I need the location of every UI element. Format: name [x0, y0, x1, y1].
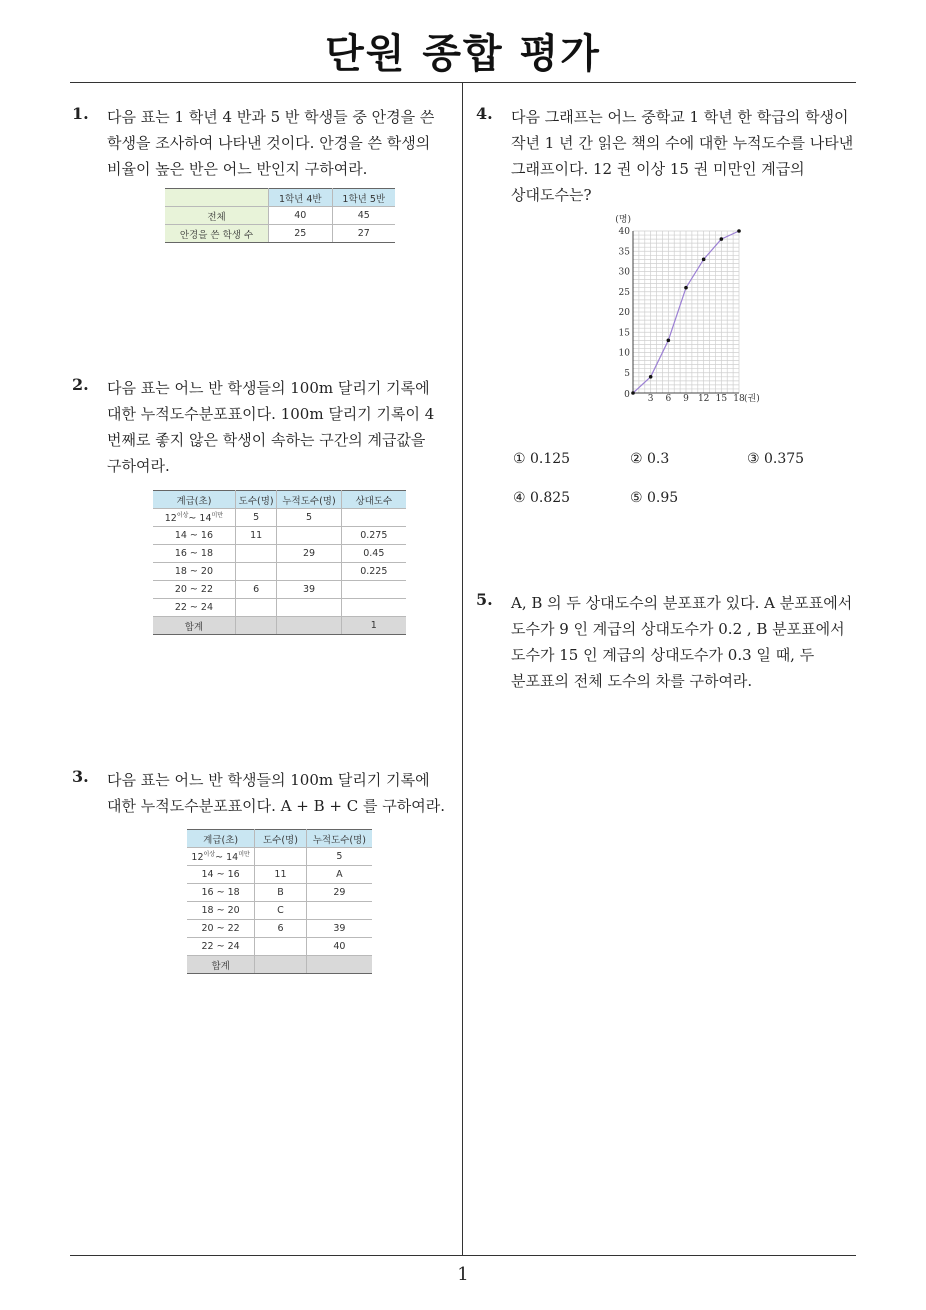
table-header: 계급(초): [187, 830, 255, 848]
question-text: [511, 590, 852, 694]
table-cell: 14 ~ 16: [187, 866, 255, 884]
table-cell: [277, 527, 341, 545]
relative-frequency-table: [153, 490, 406, 635]
question-line: 대한 누적도수분포표이다. 100m 달리기 기록이 4: [107, 405, 435, 423]
table-cell: A: [306, 866, 372, 884]
bottom-rule: [70, 1255, 856, 1256]
choice-5[interactable]: ⑤ 0.95: [630, 490, 679, 506]
data-point: [702, 258, 706, 262]
table-cell: 11: [255, 866, 306, 884]
question-line: 다음 표는 어느 반 학생들의 100m 달리기 기록에: [107, 771, 430, 789]
table-cell: 6: [235, 581, 277, 599]
table-cell: 16 ~ 18: [153, 545, 235, 563]
data-point: [737, 229, 741, 233]
table-header: 도수(명): [235, 491, 277, 509]
table-cell: 5: [277, 509, 341, 527]
table-cell: 11: [235, 527, 277, 545]
table-row: [153, 581, 406, 599]
table-cell: [306, 902, 372, 920]
table-row: [153, 545, 406, 563]
table-header: [165, 189, 269, 207]
y-tick-label: 15: [618, 328, 630, 339]
question-text: [107, 375, 434, 479]
table-row: [187, 938, 372, 956]
table-cell: [235, 545, 277, 563]
question-line: 다음 표는 1 학년 4 반과 5 반 학생들 중 안경을 쓴: [107, 108, 435, 126]
table-cell: [277, 599, 341, 617]
question-text: [107, 767, 445, 819]
question-line: 도수가 9 인 계급의 상대도수가 0.2 , B 분포표에서: [511, 620, 845, 638]
choice-1[interactable]: ① 0.125: [513, 451, 571, 467]
question-line: 다음 그래프는 어느 중학교 1 학년 한 학급의 학생이: [511, 108, 849, 126]
question-number: 4.: [476, 104, 493, 123]
question-line: 분포표의 전체 도수의 차를 구하여라.: [511, 672, 753, 690]
y-tick-label: 10: [618, 348, 630, 359]
y-tick-label: 5: [624, 368, 630, 379]
table-cell: 16 ~ 18: [187, 884, 255, 902]
table-cell: 5: [235, 509, 277, 527]
table-header: 1학년 5반: [332, 189, 395, 207]
table-cell: 6: [255, 920, 306, 938]
question-line: 비율이 높은 반은 어느 반인지 구하여라.: [107, 160, 368, 178]
x-axis-label: (권): [744, 394, 760, 404]
cumulative-frequency-chart: [605, 205, 765, 410]
column-divider: [462, 83, 463, 1255]
data-point: [631, 391, 635, 395]
table-cell: 29: [306, 884, 372, 902]
table-row: [165, 225, 395, 243]
question-line: 다음 표는 어느 반 학생들의 100m 달리기 기록에: [107, 379, 430, 397]
choice-4[interactable]: ④ 0.825: [513, 490, 571, 506]
table-row: [187, 866, 372, 884]
y-tick-label: 40: [618, 227, 630, 237]
choice-3[interactable]: ③ 0.375: [747, 451, 805, 467]
table-row: [187, 884, 372, 902]
y-tick-label: 20: [618, 308, 630, 318]
table-cell: [235, 617, 277, 635]
table-cell: 39: [306, 920, 372, 938]
data-point: [684, 286, 688, 290]
question-line: 도수가 15 인 계급의 상대도수가 0.3 일 때, 두: [511, 646, 815, 664]
table-row: [165, 207, 395, 225]
table-row: [187, 920, 372, 938]
question-line: 구하여라.: [107, 457, 170, 475]
table-cell: 22 ~ 24: [187, 938, 255, 956]
question-number: 5.: [476, 590, 493, 609]
table-cell: 안경을 쓴 학생 수: [165, 225, 269, 243]
table-cell: $12^{이상}\sim$ $14^{미만}$: [187, 848, 255, 866]
table-cell: 20 ~ 22: [153, 581, 235, 599]
table-cell: 0.225: [341, 563, 406, 581]
table-cell: 18 ~ 20: [153, 563, 235, 581]
table-cell: [341, 581, 406, 599]
table-row: [187, 902, 372, 920]
table-cell: 18 ~ 20: [187, 902, 255, 920]
table-row: [153, 527, 406, 545]
cumulative-frequency-table: [187, 829, 372, 974]
table-row: [153, 599, 406, 617]
page-title: 단원 종합 평가: [325, 31, 601, 77]
x-tick-label: 6: [665, 394, 672, 404]
question-line: 번째로 좋지 않은 학생이 속하는 구간의 계급값을: [107, 431, 426, 449]
table-cell: 29: [277, 545, 341, 563]
choice-2[interactable]: ② 0.3: [630, 451, 670, 467]
table-cell: 14 ~ 16: [153, 527, 235, 545]
table-cell: 1: [341, 617, 406, 635]
table-cell: [341, 599, 406, 617]
x-tick-label: 18: [733, 394, 745, 404]
table-cell: [255, 938, 306, 956]
x-tick-label: 12: [697, 394, 710, 404]
table-cell: 40: [269, 207, 332, 225]
question-line: 작년 1 년 간 읽은 책의 수에 대한 누적도수를 나타낸: [511, 134, 854, 152]
data-point: [720, 237, 724, 241]
table-cell: 25: [269, 225, 332, 243]
table-row: [187, 848, 372, 866]
question-line: 상대도수는?: [511, 186, 592, 204]
table-cell: C: [255, 902, 306, 920]
page-number: 1: [457, 1264, 469, 1285]
table-cell: 0.45: [341, 545, 406, 563]
glasses-table: [165, 188, 395, 243]
table-cell: [235, 599, 277, 617]
y-tick-label: 35: [618, 247, 630, 258]
data-point: [667, 339, 671, 343]
table-row: [153, 509, 406, 527]
table-total-row: [153, 617, 406, 635]
table-header: 1학년 4반: [269, 189, 332, 207]
table-cell: 27: [332, 225, 395, 243]
table-cell: 합계: [153, 617, 235, 635]
table-header: 도수(명): [255, 830, 306, 848]
top-rule: [70, 82, 856, 83]
question-line: 그래프이다. 12 권 이상 15 권 미만인 계급의: [511, 160, 805, 178]
question-text: [511, 104, 853, 208]
y-axis-label: (명): [615, 215, 631, 225]
table-cell: [255, 848, 306, 866]
table-total-row: [187, 956, 372, 974]
table-header: 상대도수: [341, 491, 406, 509]
question-line: A, B 의 두 상대도수의 분포표가 있다. A 분포표에서: [511, 594, 853, 612]
table-cell: 합계: [187, 956, 255, 974]
x-tick-label: 9: [683, 394, 689, 404]
table-header: 계급(초): [153, 491, 235, 509]
table-cell: [341, 509, 406, 527]
table-header: 누적도수(명): [306, 830, 372, 848]
table-cell: 40: [306, 938, 372, 956]
table-cell: 22 ~ 24: [153, 599, 235, 617]
table-cell: 20 ~ 22: [187, 920, 255, 938]
x-tick-label: 0: [624, 390, 630, 400]
table-cell: 39: [277, 581, 341, 599]
table-cell: [277, 617, 341, 635]
table-cell: B: [255, 884, 306, 902]
x-tick-label: 3: [647, 394, 654, 404]
table-cell: 45: [332, 207, 395, 225]
table-header: 누적도수(명): [277, 491, 341, 509]
table-cell: [255, 956, 306, 974]
question-number: 1.: [72, 104, 89, 123]
x-tick-label: 15: [715, 394, 728, 404]
question-line: 학생을 조사하여 나타낸 것이다. 안경을 쓴 학생의: [107, 134, 431, 152]
data-point: [649, 375, 653, 379]
table-cell: [235, 563, 277, 581]
question-line: 대한 누적도수분포표이다. A + B + C 를 구하여라.: [107, 797, 445, 815]
table-cell: [306, 956, 372, 974]
question-number: 3.: [72, 767, 89, 786]
table-cell: 5: [306, 848, 372, 866]
y-tick-label: 30: [618, 267, 630, 278]
y-tick-label: 25: [618, 287, 630, 298]
question-number: 2.: [72, 375, 89, 394]
table-row: [153, 563, 406, 581]
table-cell: 전체: [165, 207, 269, 225]
table-cell: $12^{이상}\sim$ $14^{미만}$: [153, 509, 235, 527]
table-cell: [277, 563, 341, 581]
question-text: [107, 104, 434, 182]
table-cell: 0.275: [341, 527, 406, 545]
